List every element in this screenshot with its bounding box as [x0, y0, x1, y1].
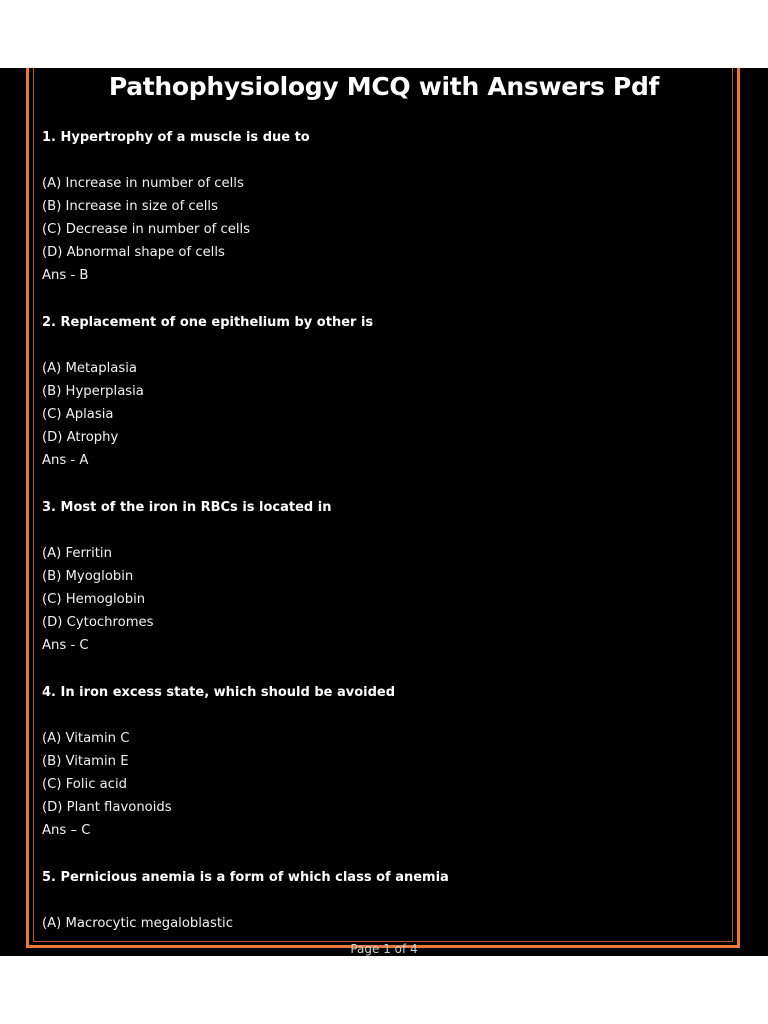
- question-text: 1. Hypertrophy of a muscle is due to: [42, 130, 310, 145]
- option-c: (C) Hemoglobin: [42, 592, 146, 607]
- option-b: (B) Increase in size of cells: [42, 199, 218, 214]
- answer: Ans - A: [42, 453, 89, 468]
- question-1: [42, 126, 732, 287]
- question-list: [42, 126, 732, 935]
- answer: Ans - B: [42, 268, 89, 283]
- option-a: (A) Ferritin: [42, 546, 112, 561]
- option-d: (D) Atrophy: [42, 430, 119, 445]
- option-a: (A) Macrocytic megaloblastic: [42, 916, 233, 931]
- option-a: (A) Metaplasia: [42, 361, 137, 376]
- question-5: [42, 866, 732, 935]
- option-b: (B) Myoglobin: [42, 569, 134, 584]
- option-c: (C) Aplasia: [42, 407, 114, 422]
- question-text: 3. Most of the iron in RBCs is located in: [42, 500, 332, 515]
- option-b: (B) Vitamin E: [42, 754, 129, 769]
- option-a: (A) Vitamin C: [42, 731, 130, 746]
- question-2: [42, 311, 732, 472]
- question-text: 5. Pernicious anemia is a form of which class of anemia: [42, 870, 449, 885]
- option-c: (C) Folic acid: [42, 777, 128, 792]
- option-b: (B) Hyperplasia: [42, 384, 144, 399]
- answer: Ans – C: [42, 823, 91, 838]
- document-page: [0, 68, 768, 956]
- question-text: 4. In iron excess state, which should be avoided: [42, 685, 396, 700]
- question-4: [42, 681, 732, 842]
- option-d: (D) Plant flavonoids: [42, 800, 172, 815]
- option-d: (D) Abnormal shape of cells: [42, 245, 225, 260]
- question-3: [42, 496, 732, 657]
- option-c: (C) Decrease in number of cells: [42, 222, 251, 237]
- option-a: (A) Increase in number of cells: [42, 176, 244, 191]
- page-number: Page 1 of 4: [350, 942, 418, 956]
- option-d: (D) Cytochromes: [42, 615, 154, 630]
- document-title: Pathophysiology MCQ with Answers Pdf: [108, 72, 660, 101]
- question-text: 2. Replacement of one epithelium by other is: [42, 315, 374, 330]
- answer: Ans - C: [42, 638, 89, 653]
